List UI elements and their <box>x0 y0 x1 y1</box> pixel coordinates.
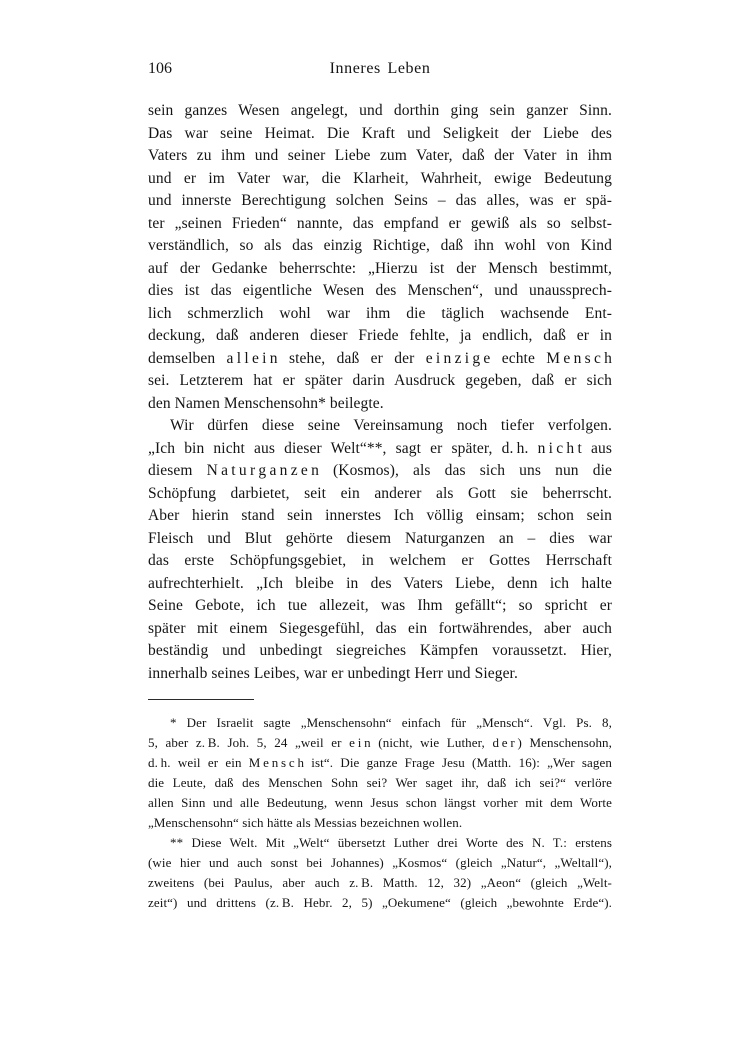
text-line: Seine Gebote, ich tue allezeit, was Ihm gefällt“; so spricht er <box>148 597 612 614</box>
text-line: dies ist das eigentliche Wesen des Menschen“, und unaussprech- <box>148 282 612 299</box>
text-line: auf der Gedanke beherrschte: „Hierzu ist der Mensch bestimmt, <box>148 259 612 277</box>
footnotes <box>148 713 612 913</box>
footnote-line: allen Sinn und alle Bedeutung, wenn Jesus schon längst vorher mit dem Worte <box>148 795 612 810</box>
text-line: und er im Vater war, die Klarheit, Wahrheit, ewige Bedeutung <box>148 169 612 187</box>
text-line: „Ich bin nicht aus dieser Welt“**, sagt er später, d. h. n i c h t aus <box>148 439 612 457</box>
text-line: Fleisch und Blut gehörte diesem Naturganzen an – dies war <box>148 529 612 547</box>
footnote-line: d. h. weil er ein M e n s c h ist“. Die ganze Frage Jesu (Matth. 16): „Wer sagen <box>148 755 612 770</box>
text-line: lich schmerzlich wohl war ihm die täglich wachsende Ent- <box>148 304 612 322</box>
footnote-line: die Leute, daß des Menschen Sohn sei? Wer saget ihr, daß ich sei?“ verlöre <box>148 775 612 790</box>
text-line: sein ganzes Wesen angelegt, und dorthin ging sein ganzer Sinn. <box>148 102 612 119</box>
page-header <box>148 60 612 80</box>
main-text <box>148 100 612 685</box>
footnote-line: * Der Israelit sagte „Menschensohn“ einfach für „Mensch“. Vgl. Ps. 8, <box>170 715 612 730</box>
text-line: innerhalb seines Leibes, war er unbedingt Herr und Sieger. <box>148 664 518 682</box>
text-line: Wir dürfen diese seine Vereinsamung noch tiefer verfolgen. <box>170 417 612 434</box>
text-line: Das war seine Heimat. Die Kraft und Seligkeit der Liebe des <box>148 124 612 142</box>
footnote-2 <box>148 833 612 913</box>
text-line: sei. Letzterem hat er später darin Ausdruck gegeben, daß er sich <box>148 372 612 389</box>
footnote-line: zeit“) und drittens (z. B. Hebr. 2, 5) „Oekumene“ (gleich „bewohnte Erde“). <box>148 895 612 910</box>
text-line: Schöpfung darbietet, seit ein anderer als Gott sie beherrscht. <box>148 484 612 502</box>
text-line: deckung, daß anderen dieser Friede fehlte, ja endlich, daß er in <box>148 327 612 344</box>
footnote-line: ** Diese Welt. Mit „Welt“ übersetzt Luther drei Worte des N. T.: erstens <box>170 835 612 850</box>
footnote-line: zweitens (bei Paulus, aber auch z. B. Matth. 12, 32) „Aeon“ (gleich „Welt- <box>148 875 612 890</box>
text-line: und innerste Berechtigung solchen Seins – das alles, was er spä- <box>148 192 612 209</box>
footnote-1 <box>148 713 612 833</box>
text-line: demselben a l l e i n stehe, daß er der e i n z i g e echte M e n s c h <box>148 349 612 367</box>
text-line: verständlich, so als das einzig Richtige, daß ihn wohl von Kind <box>148 237 612 254</box>
text-line: beständig und unbedingt siegreiches Kämpfen voraussetzt. Hier, <box>148 642 612 659</box>
running-head: Inneres Leben <box>329 60 431 77</box>
text-line: diesem N a t u r g a n z e n (Kosmos), als das sich uns nun die <box>148 462 612 479</box>
footnote-line: „Menschensohn“ sich hätte als Messias bezeichnen wollen. <box>148 815 463 830</box>
text-line: später mit einem Siegesgefühl, das ein fortwährendes, aber auch <box>148 619 612 637</box>
page-number: 106 <box>148 60 172 77</box>
text-line: aufrechterhielt. „Ich bleibe in des Vaters Liebe, denn ich halte <box>148 574 612 592</box>
footnote-separator <box>148 699 254 700</box>
footnote-line: (wie hier und auch sonst bei Johannes) „Kosmos“ (gleich „Natur“, „Weltall“), <box>148 855 612 870</box>
text-line: das erste Schöpfungsgebiet, in welchem er Gottes Herrschaft <box>148 552 612 569</box>
text-line: ter „seinen Frieden“ nannte, das empfand er gewiß als so selbst- <box>148 214 612 232</box>
text-line: Aber hierin stand sein innerstes Ich völlig einsam; schon sein <box>148 507 612 524</box>
text-line: den Namen Menschensohn* beilegte. <box>148 394 384 412</box>
text-line: Vaters zu ihm und seiner Liebe zum Vater, daß der Vater in ihm <box>148 147 612 164</box>
footnote-line: 5, aber z. B. Joh. 5, 24 „weil er e i n (nicht, wie Luther, d e r ) Menschensohn, <box>148 735 612 750</box>
